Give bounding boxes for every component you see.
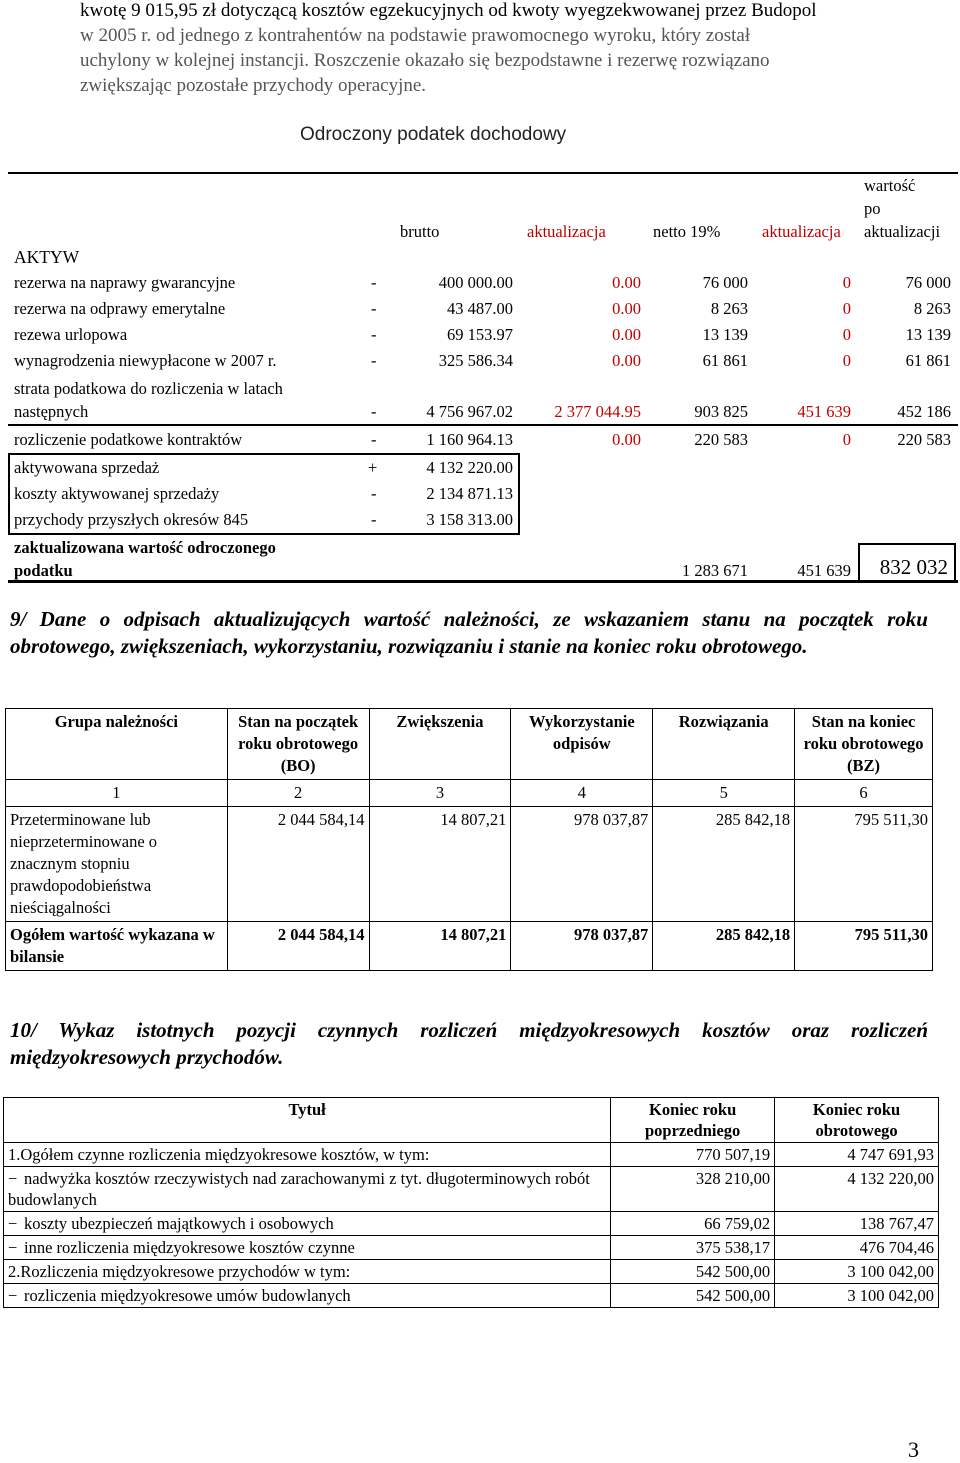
row-akt2: 0 — [842, 351, 851, 370]
row-sign: - — [371, 351, 377, 370]
receivables-table — [5, 708, 933, 971]
column-number: 6 — [795, 780, 933, 807]
row-akt2: 0 — [842, 273, 851, 292]
cell-curr: 476 704,46 — [775, 1236, 939, 1260]
row-netto: 220 583 — [694, 430, 748, 449]
deferred-tax-title: Odroczony podatek dochodowy — [300, 124, 567, 145]
row-brutto: 43 487.00 — [447, 299, 513, 318]
column-header: Wykorzystanie odpisów — [511, 709, 653, 780]
row-label: nadwyżka kosztów rzeczywistych nad zarachowanymi z tyt. długoterminowych robót budowlanych — [8, 1169, 590, 1209]
row-label: Przeterminowane lub nieprzeterminowane o znacznym stopniu prawdopodobieństwa nieściągalności — [6, 807, 228, 922]
row-netto: 8 263 — [710, 299, 748, 318]
cell-prev: 542 500,00 — [611, 1284, 775, 1308]
row-label: rezerwa na naprawy gwarancyjne — [14, 273, 236, 292]
dash-bullet: − — [8, 1214, 18, 1233]
total-label: zaktualizowana wartość odroczonego — [14, 538, 276, 557]
table-rule — [8, 580, 958, 583]
column-number: 5 — [653, 780, 795, 807]
row-akt1: 0.00 — [612, 273, 641, 292]
row-akt1: 0.00 — [612, 325, 641, 344]
header-aktualizacja: aktualizacja — [762, 222, 841, 241]
deferred-tax-table — [8, 172, 958, 584]
row-akt1: 2 377 044.95 — [554, 402, 641, 421]
column-header: Grupa należności — [6, 709, 228, 780]
column-header: Tytuł — [4, 1098, 611, 1143]
column-header: Rozwiązania — [653, 709, 795, 780]
row-akt2: 0 — [842, 325, 851, 344]
row-value: 4 132 220.00 — [426, 458, 513, 477]
row-label: rezerwa na odprawy emerytalne — [14, 299, 226, 318]
row-wartosc: 452 186 — [897, 402, 951, 421]
row-akt1: 0.00 — [612, 299, 641, 318]
row-netto: 61 861 — [702, 351, 748, 370]
total-akt2: 451 639 — [797, 561, 851, 580]
row-brutto: 1 160 964.13 — [426, 430, 513, 449]
table-row — [4, 1260, 939, 1284]
table-header-row — [6, 709, 933, 780]
row-brutto: 400 000.00 — [438, 273, 513, 292]
row-sign: - — [371, 325, 377, 344]
row-sign: - — [371, 484, 377, 503]
cell-curr: 4 747 691,93 — [775, 1143, 939, 1167]
cell-zw: 14 807,21 — [369, 922, 511, 971]
table-row — [4, 1143, 939, 1167]
row-netto: 76 000 — [702, 273, 748, 292]
accruals-table — [3, 1097, 939, 1308]
section-10-heading: 10/ Wykaz istotnych pozycji czynnych rozliczeń międzyokresowych kosztów oraz rozliczeń międzyokresowych przychodów. — [10, 1018, 928, 1069]
header-netto: netto 19% — [653, 222, 721, 241]
row-netto: 13 139 — [702, 325, 748, 344]
section-9-heading: 9/ Dane o odpisach aktualizujących wartość należności, ze wskazaniem stanu na początek roku obrotowego, zwiększeniach, wykorzystaniu, rozwiązaniu i stanie na koniec roku obrotowego. — [10, 607, 928, 658]
cell-prev: 770 507,19 — [611, 1143, 775, 1167]
table-row — [4, 1167, 939, 1212]
column-number: 3 — [369, 780, 511, 807]
row-value: 3 158 313.00 — [426, 510, 513, 529]
row-label-cell — [4, 1284, 611, 1308]
cell-bz: 795 511,30 — [795, 922, 933, 971]
row-sign: - — [371, 510, 377, 529]
intro-line: w 2005 r. od jednego z kontrahentów na podstawie prawomocnego wyroku, który został — [80, 25, 751, 46]
row-label: wynagrodzenia niewypłacone w 2007 r. — [14, 351, 277, 370]
column-header: Zwiększenia — [369, 709, 511, 780]
row-label: aktywowana sprzedaż — [14, 458, 160, 477]
table-total-row — [6, 922, 933, 971]
row-wartosc: 76 000 — [905, 273, 951, 292]
row-sign: - — [371, 299, 377, 318]
cell-bo: 2 044 584,14 — [227, 807, 369, 922]
row-akt1: 0.00 — [612, 430, 641, 449]
row-akt1: 0.00 — [612, 351, 641, 370]
cell-roz: 285 842,18 — [653, 807, 795, 922]
cell-prev: 375 538,17 — [611, 1236, 775, 1260]
column-header: Stan na początek roku obrotowego (BO) — [227, 709, 369, 780]
cell-curr: 4 132 220,00 — [775, 1167, 939, 1212]
table-rule — [8, 172, 958, 174]
table-row — [4, 1284, 939, 1308]
header-wartosc: wartość — [864, 176, 916, 195]
row-wartosc: 220 583 — [897, 430, 951, 449]
row-akt2: 0 — [842, 299, 851, 318]
intro-line: uchylony w kolejnej instancji. Roszczenie okazało się bezpodstawne i rezerwę rozwiązano — [80, 50, 770, 71]
row-label-cell — [4, 1236, 611, 1260]
intro-line: kwotę 9 015,95 zł dotyczącą kosztów egzekucyjnych od kwoty wyegzekwowanej przez Budopol — [80, 0, 817, 21]
row-label: następnych — [14, 402, 89, 421]
table-row — [4, 1236, 939, 1260]
column-number: 1 — [6, 780, 228, 807]
dash-bullet: − — [8, 1238, 18, 1257]
cell-curr: 3 100 042,00 — [775, 1284, 939, 1308]
cell-wyk: 978 037,87 — [511, 922, 653, 971]
total-netto: 1 283 671 — [682, 561, 748, 580]
row-wartosc: 8 263 — [913, 299, 951, 318]
header-wartosc: aktualizacji — [864, 222, 941, 241]
row-value: 2 134 871.13 — [426, 484, 513, 503]
row-akt2: 0 — [842, 430, 851, 449]
row-label: koszty aktywowanej sprzedaży — [14, 484, 220, 503]
row-label: 2.Rozliczenia międzyokresowe przychodów w tym: — [4, 1260, 611, 1284]
page-number: 3 — [908, 1437, 919, 1462]
column-header: Stan na koniec roku obrotowego (BZ) — [795, 709, 933, 780]
column-number-row — [6, 780, 933, 807]
row-label: inne rozliczenia międzyokresowe kosztów czynne — [24, 1238, 355, 1257]
table-header-row — [4, 1098, 939, 1143]
dash-bullet: − — [8, 1169, 18, 1188]
row-label: strata podatkowa do rozliczenia w latach — [14, 379, 283, 398]
cell-prev: 328 210,00 — [611, 1167, 775, 1212]
row-label-cell — [4, 1212, 611, 1236]
table-row — [4, 1212, 939, 1236]
cell-curr: 3 100 042,00 — [775, 1260, 939, 1284]
row-akt2: 451 639 — [797, 402, 851, 421]
cell-prev: 542 500,00 — [611, 1260, 775, 1284]
column-header: Koniec roku poprzedniego — [611, 1098, 775, 1143]
row-wartosc: 13 139 — [905, 325, 951, 344]
row-label: rozliczenia międzyokresowe umów budowlanych — [24, 1286, 351, 1305]
intro-line: zwiększając pozostałe przychody operacyjne. — [80, 75, 427, 96]
row-netto: 903 825 — [694, 402, 748, 421]
cell-roz: 285 842,18 — [653, 922, 795, 971]
column-header: Koniec roku obrotowego — [775, 1098, 939, 1143]
row-label: rozliczenie podatkowe kontraktów — [14, 430, 243, 449]
row-label-cell — [4, 1167, 611, 1212]
row-brutto: 4 756 967.02 — [426, 402, 513, 421]
table-rule — [8, 424, 958, 426]
cell-bo: 2 044 584,14 — [227, 922, 369, 971]
cell-curr: 138 767,47 — [775, 1212, 939, 1236]
header-brutto: brutto — [400, 222, 440, 241]
row-sign: - — [371, 402, 377, 421]
row-sign: - — [371, 273, 377, 292]
table-row — [6, 807, 933, 922]
column-number: 4 — [511, 780, 653, 807]
row-label: 1.Ogółem czynne rozliczenia międzyokresowe kosztów, w tym: — [4, 1143, 611, 1167]
row-sign: + — [368, 458, 378, 477]
header-wartosc: po — [864, 199, 881, 218]
row-sign: - — [371, 430, 377, 449]
row-brutto: 325 586.34 — [438, 351, 513, 370]
header-aktualizacja: aktualizacja — [527, 222, 606, 241]
row-wartosc: 61 861 — [905, 351, 951, 370]
total-wartosc: 832 032 — [879, 555, 948, 579]
row-brutto: 69 153.97 — [447, 325, 513, 344]
row-label: rezewa urlopowa — [14, 325, 128, 344]
row-label: Ogółem wartość wykazana w bilansie — [6, 922, 228, 971]
column-number: 2 — [227, 780, 369, 807]
cell-prev: 66 759,02 — [611, 1212, 775, 1236]
section-aktyw: AKTYW — [14, 247, 80, 267]
row-label: przychody przyszłych okresów 845 — [14, 510, 249, 529]
intro-paragraph — [80, 0, 928, 98]
cell-bz: 795 511,30 — [795, 807, 933, 922]
total-label: podatku — [14, 561, 73, 580]
cell-zw: 14 807,21 — [369, 807, 511, 922]
row-label: koszty ubezpieczeń majątkowych i osobowych — [24, 1214, 334, 1233]
cell-wyk: 978 037,87 — [511, 807, 653, 922]
dash-bullet: − — [8, 1286, 18, 1305]
